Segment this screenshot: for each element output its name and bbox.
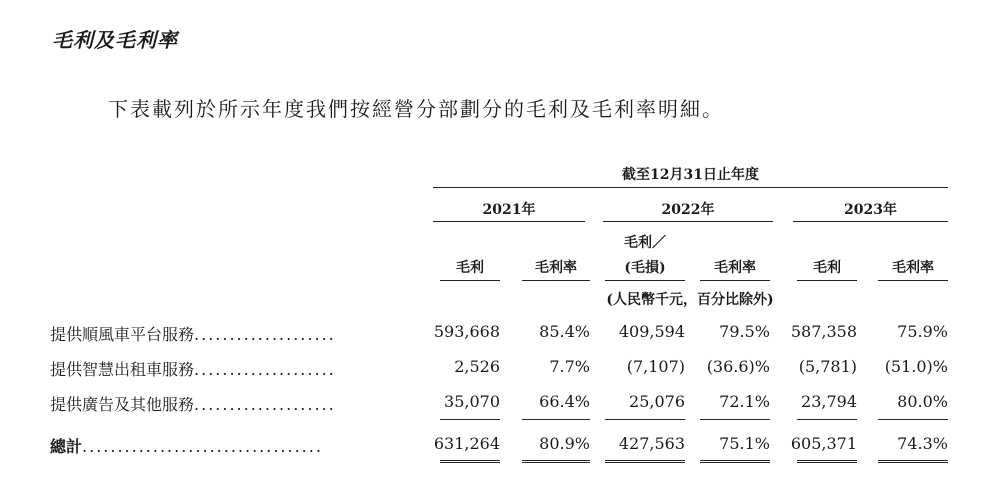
table-cell: 7.7% <box>549 357 590 376</box>
double-rule <box>522 460 590 463</box>
table-cell: 35,070 <box>444 392 500 411</box>
col-rule-3 <box>605 280 685 281</box>
section-title: 毛利及毛利率 <box>52 28 178 52</box>
col-gp-2023: 毛利 <box>813 260 841 276</box>
table-cell: (7,107) <box>626 357 685 376</box>
col-rule-1 <box>440 280 500 281</box>
table-cell: 79.5% <box>719 322 770 341</box>
total-rule <box>797 419 857 420</box>
total-cell: 74.3% <box>897 434 948 453</box>
header-rule <box>433 187 948 188</box>
double-rule <box>440 460 500 463</box>
total-rule <box>440 419 500 420</box>
table-cell: 587,358 <box>790 322 857 341</box>
year-2022: 2022年 <box>661 202 715 218</box>
total-rule <box>605 419 685 420</box>
col-rule-4 <box>700 280 770 281</box>
table-cell: (36.6)% <box>706 357 770 376</box>
col-gp-2022-line1: 毛利／ <box>624 235 666 251</box>
table-cell: 593,668 <box>433 322 500 341</box>
double-rule <box>797 460 857 463</box>
total-cell: 75.1% <box>719 434 770 453</box>
double-rule <box>700 460 770 463</box>
total-rule <box>522 419 590 420</box>
total-cell: 631,264 <box>433 434 500 453</box>
table-cell: (51.0)% <box>884 357 948 376</box>
table-cell: (5,781) <box>798 357 857 376</box>
col-gp-2022-line2: (毛損) <box>624 260 666 276</box>
col-gp-2021: 毛利 <box>456 260 484 276</box>
table-cell: 80.0% <box>897 392 948 411</box>
year-rule-2023 <box>793 221 948 222</box>
table-cell: 23,794 <box>801 392 857 411</box>
col-gm-2021: 毛利率 <box>535 260 577 276</box>
total-cell: 605,371 <box>790 434 857 453</box>
col-gm-2022: 毛利率 <box>714 260 756 276</box>
unit-note: (人民幣千元，百分比除外) <box>606 292 774 308</box>
col-rule-5 <box>797 280 857 281</box>
total-rule <box>878 419 948 420</box>
double-rule <box>605 460 685 463</box>
row-label-smart-taxi: 提供智慧出租車服務.................... <box>50 360 336 379</box>
table-cell: 85.4% <box>539 322 590 341</box>
table-cell: 2,526 <box>454 357 500 376</box>
period-header: 截至12月31日止年度 <box>622 167 759 183</box>
year-rule-2022 <box>603 221 773 222</box>
total-rule <box>700 419 770 420</box>
total-cell: 80.9% <box>539 434 590 453</box>
table-cell: 409,594 <box>618 322 685 341</box>
year-rule-2021 <box>433 221 585 222</box>
year-2021: 2021年 <box>482 202 536 218</box>
table-cell: 66.4% <box>539 392 590 411</box>
col-rule-2 <box>522 280 590 281</box>
intro-paragraph: 下表載列於所示年度我們按經營分部劃分的毛利及毛利率明細。 <box>108 97 724 121</box>
table-cell: 75.9% <box>897 322 948 341</box>
year-2023: 2023年 <box>844 202 897 218</box>
table-cell: 25,076 <box>629 392 685 411</box>
row-label-ride-hailing: 提供順風車平台服務.................... <box>50 325 336 344</box>
col-rule-6 <box>878 280 948 281</box>
row-label-total: 總計.................................. <box>50 437 323 456</box>
col-gm-2023: 毛利率 <box>892 260 934 276</box>
table-cell: 72.1% <box>719 392 770 411</box>
total-cell: 427,563 <box>618 434 685 453</box>
double-rule <box>878 460 948 463</box>
row-label-advertising: 提供廣告及其他服務.................... <box>50 395 336 414</box>
